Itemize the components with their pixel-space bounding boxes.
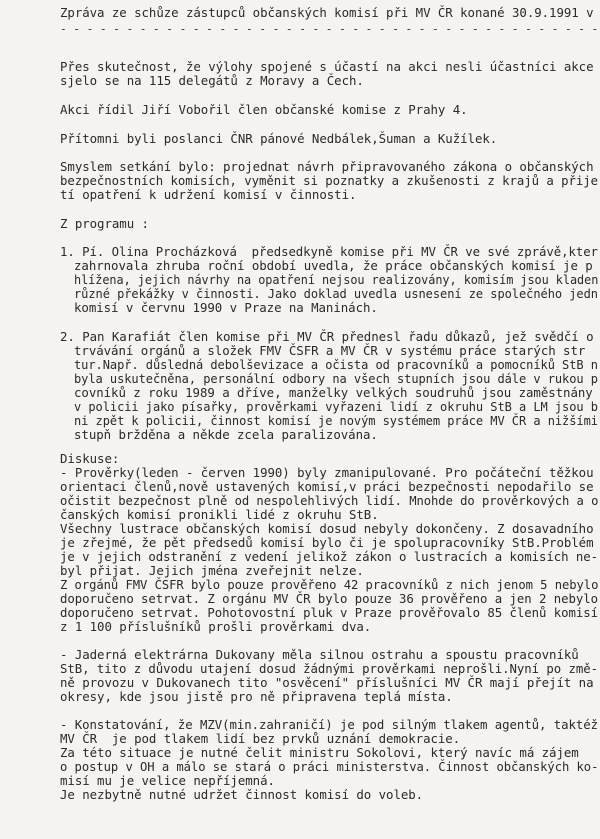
discussion-line: - Konstatování, že MZV(min.zahraničí) je pod silným tlakem agentů, taktéž <box>60 717 598 732</box>
discussion-heading: Diskuse: <box>60 451 120 466</box>
discussion-line: je v jejich odstranění z vedení jelikož zákon o lustracích a komisích ne- <box>60 549 598 564</box>
intro-line: tí opatření k udržení komisí v činnosti. <box>60 187 357 202</box>
point-2-line: v policii jako písařky, prověrkami vyřazeni lidí z okruhu StB a LM jsou b <box>74 399 598 414</box>
intro-line: Akci řídil Jiří Vobořil člen občanské komise z Prahy 4. <box>60 102 468 117</box>
discussion-line: byl přijat. Jejich jména zveřejnit nelze. <box>60 563 364 578</box>
intro-line: sjelo se na 115 delegátů z Moravy a Čech. <box>60 73 364 88</box>
title-rule: - - - - - - - - - - - - - - - - - - - - - - - - - - - - - - - - - - - - - - - - - <box>60 21 599 36</box>
discussion-line: o postup v OH a málo se stará o práci ministerstva. Činnost občanských ko- <box>60 759 599 774</box>
discussion-line: okresy, kde jsou jistě pro ně připravena teplá místa. <box>60 689 453 704</box>
discussion-line: MV ČR je pod tlakem lidí bez prvků uznání demokracie. <box>60 731 461 746</box>
intro-line: Přes skutečnost, že výlohy spojené s účastí na akci nesli účastníci akce <box>60 59 594 74</box>
point-2-line: stupň bržděna a někde zcela paralizována. <box>74 427 378 442</box>
discussion-line: - Jaderná elektrárna Dukovany měla silnou ostrahu a spoustu pracovníků <box>60 647 579 662</box>
point-2-line: ni zpět k policii, činnost komisí je novým systémem práce MV ČR a nižšími <box>74 413 598 428</box>
discussion-line: doporučeno setrvat. Z orgánu MV ČR bylo pouze 36 prověřeno a jen 2 nebylo <box>60 591 598 606</box>
discussion-line: čanských komisí pronikli lidé z okruhu StB. <box>60 507 379 522</box>
intro-line: Smyslem setkání bylo: projednat návrh připravovaného zákona o občanských <box>60 159 594 174</box>
discussion-line: misí mu je velice nepříjemná. <box>60 773 275 788</box>
point-2-line: tur.Např. důsledná debolševizace a očista od pracovníků a pomocníků StB n <box>74 357 598 372</box>
discussion-line: očistit bezpečnost plně od nespolehlivých lidí. Mnohde do prověrkových a o <box>60 493 599 508</box>
point-2-line: byla uskutečněna, personální odbory na všech stupních jsou dále v rukou p <box>74 371 598 386</box>
discussion-line: orientaci členů,nově ustavených komisí,v práci bezpečnosti nepodařilo se <box>60 479 594 494</box>
discussion-line: z 1 100 příslušníků prošli prověrkami dva. <box>60 619 372 634</box>
discussion-line: doporučeno setrvat. Pohotovostní pluk v Praze prověřovalo 85 členů komisí <box>60 605 598 620</box>
discussion-line: StB, tito z důvodu utajení dosud žádnými prověrkami neprošli.Nyní po změ- <box>60 661 598 676</box>
discussion-line: Je nezbytně nutné udržet činnost komisí do voleb. <box>60 787 424 802</box>
discussion-line: Za této situace je nutné čelit ministru Sokolovi, který navíc má zájem <box>60 745 579 760</box>
point-2-line: covníků z roku 1989 a dříve, manželky velkých soudruhů jsou zaměstnány <box>74 385 593 400</box>
discussion-line: je zřejmé, že pět předsedů komisí bylo či je spolupracovníky StB.Problém <box>60 535 594 550</box>
intro-line: Přítomni byli poslanci ČNR pánové Nedbálek,Šuman a Kužílek. <box>60 131 498 146</box>
discussion-line: - Prověrky(leden - červen 1990) byly zmanipulované. Pro počáteční těžkou <box>60 465 594 480</box>
point-1-line: hlížena, jejich návrhy na opatření nejsou realizovány, komisím jsou kladen <box>74 272 599 287</box>
intro-line: bezpečnostních komisích, vyměnit si poznatky a zkušenosti z krajů a přije <box>60 173 598 188</box>
discussion-line: Z orgánů FMV ČSFR bylo pouze prověřeno 42 pracovníků z nich jenom 5 nebylo <box>60 577 599 592</box>
program-heading: Z programu : <box>60 216 149 231</box>
point-2-line: trvávání orgánů a složek FMV ČSFR a MV ČR v systému práce starých str <box>74 343 586 358</box>
discussion-line: Všechny lustrace občanských komisí dosud nebyly dokončeny. Z dosavadního <box>60 521 594 536</box>
document-title: Zpráva ze schůze zástupců občanských komisí při MV ČR konané 30.9.1991 v <box>60 5 594 20</box>
point-1-line: komisí v červnu 1990 v Praze na Maninách. <box>74 300 378 315</box>
point-1-line: zahrnovala zhruba roční období uvedla, že práce občanských komisí je p <box>74 258 593 273</box>
discussion-line: ně provozu v Dukovanech tito "osvěcení" příslušníci MV ČR mají přejít na <box>60 675 594 690</box>
point-2-line: 2. Pan Karafiát člen komise při MV ČR přednesl řadu důkazů, jež svědčí o <box>60 329 594 344</box>
point-1-line: různé překážky v činnosti. Jako doklad uvedla usnesení ze společného jedn <box>74 286 598 301</box>
point-1-line: 1. Pí. Olina Procházková předsedkyně komise při MV ČR ve své zprávě,kter <box>60 244 598 259</box>
